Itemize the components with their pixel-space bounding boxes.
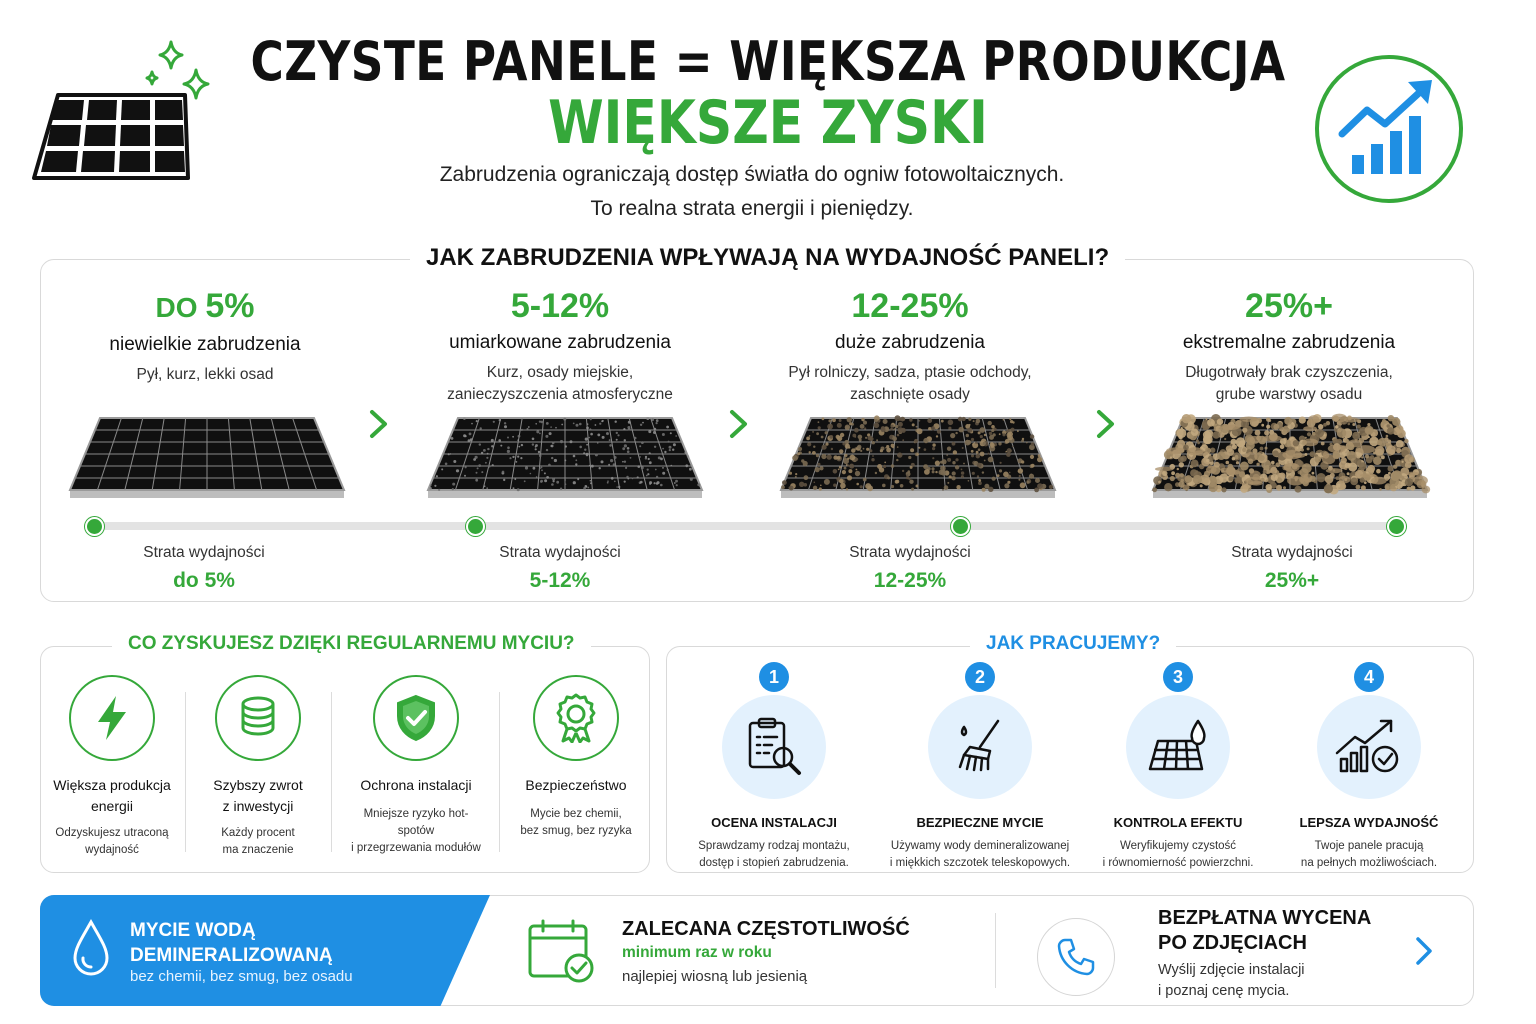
loss-info (780, 543, 1040, 593)
coins-icon (215, 675, 301, 761)
progress-dot (951, 517, 970, 536)
step-description-line: Weryfikujemy czystość (1119, 840, 1237, 852)
benefits-title: CO ZYSKUJESZ DZIĘKI REGULARNEMU MYCIU? (112, 633, 591, 655)
solar-panel-heavy (773, 410, 1063, 505)
frequency-subtitle: najlepiej wiosną lub jesienią (622, 968, 808, 985)
benefit-protection (346, 675, 486, 857)
main-title-accent: WIĘKSZE ZYSKI (548, 88, 988, 158)
progress-dot (466, 517, 485, 536)
benefit-title (42, 775, 182, 817)
step-description (674, 838, 874, 872)
step-description-line: Twoje panele pracują (1314, 840, 1424, 852)
growth-chart-icon (1312, 52, 1467, 207)
benefit-description-line: ma znaczenie (222, 844, 294, 856)
stage-1 (40, 286, 370, 386)
benefit-title-line: energii (90, 798, 134, 814)
stage-description-line: Pył, kurz, lekki osad (136, 366, 274, 383)
divider (499, 692, 500, 852)
step-number: 2 (965, 662, 995, 692)
lightning-icon (69, 675, 155, 761)
subtitle-line: To realna strata energii i pieniędzy. (590, 197, 914, 220)
step-description-line: i miękkich szczotek teleskopowych. (889, 857, 1071, 869)
benefit-title-line: Szybszy zwrot (213, 777, 303, 793)
benefit-description (42, 825, 182, 859)
solar-panel-clean (62, 410, 352, 505)
stage-percent: 5-12% (510, 287, 610, 325)
award-ribbon-icon (533, 675, 619, 761)
stage-name: umiarkowane zabrudzenia (449, 332, 671, 353)
stage-description (745, 362, 1075, 406)
panel-droplet-icon (1126, 695, 1230, 799)
stage-description-line: zanieczyszczenia atmosferyczne (447, 386, 673, 403)
loss-info (1162, 543, 1422, 593)
loss-value: 25%+ (1264, 569, 1320, 592)
process-title: JAK PRACUJEMY? (970, 633, 1176, 655)
water-subtitle: bez chemii, bez smug, bez osadu (130, 968, 353, 985)
loss-value: 5-12% (529, 569, 591, 592)
chevron-right-icon (728, 404, 750, 444)
water-drop-icon (70, 918, 112, 978)
step-number: 3 (1163, 662, 1193, 692)
benefit-description (346, 806, 486, 857)
step-description (1078, 838, 1278, 872)
benefit-title-line: z inwestycji (222, 798, 294, 814)
process-step-2 (880, 662, 1080, 872)
solar-panel-moderate (420, 410, 710, 505)
stage-description (1124, 362, 1454, 406)
benefit-title: Ochrona instalacji (360, 777, 472, 793)
quote-title (1158, 906, 1371, 956)
water-title-line: DEMINERALIZOWANĄ (130, 945, 333, 966)
quote-subtitle-line: i poznaj cenę mycia. (1158, 983, 1290, 999)
loss-label: Strata wydajności (143, 544, 265, 561)
step-description-line: i równomierność powierzchni. (1102, 857, 1254, 869)
water-title-line: MYCIE WODĄ (130, 920, 256, 941)
step-title: BEZPIECZNE MYCIE (916, 815, 1044, 830)
quote-subtitle-line: Wyślij zdjęcie instalacji (1158, 962, 1305, 978)
step-number: 4 (1354, 662, 1384, 692)
loss-label: Strata wydajności (499, 544, 621, 561)
step-description-line: Używamy wody demineralizowanej (890, 840, 1070, 852)
benefit-description-line: bez smug, bez ryzyka (520, 825, 632, 837)
benefit-roi (188, 675, 328, 859)
stage-percent: 25%+ (1245, 287, 1333, 325)
benefit-title (188, 775, 328, 817)
main-title: CZYSTE PANELE = WIĘKSZA PRODUKCJA (250, 30, 1286, 93)
subtitle (0, 158, 1504, 226)
loss-info (74, 543, 334, 593)
chart-check-icon (1317, 695, 1421, 799)
benefit-description (188, 825, 328, 859)
step-title: LEPSZA WYDAJNOŚĆ (1299, 815, 1439, 830)
divider (995, 913, 996, 988)
progress-track (94, 522, 1398, 530)
stage-2 (395, 286, 725, 406)
loss-value: 12-25% (873, 569, 947, 592)
stage-percent-prefix: DO (155, 292, 206, 323)
progress-dot (1387, 517, 1406, 536)
benefit-description-line: Mniejsze ryzyko hot-spotów (363, 808, 469, 837)
benefit-description-line: Odzyskujesz utraconą (55, 827, 169, 839)
step-description (880, 838, 1080, 872)
process-step-3 (1078, 662, 1278, 872)
stage-description-line: Kurz, osady miejskie, (486, 364, 634, 381)
benefit-description-line: Każdy procent (221, 827, 295, 839)
benefit-safety (506, 675, 646, 840)
divider (185, 692, 186, 852)
solar-panel-extreme (1145, 410, 1435, 505)
stage-description-line: zaschnięte osady (850, 386, 970, 403)
process-step-1 (674, 662, 874, 872)
benefit-title: Bezpieczeństwo (525, 777, 627, 793)
benefit-description (506, 806, 646, 840)
clipboard-search-icon (722, 695, 826, 799)
loss-label: Strata wydajności (849, 544, 971, 561)
benefit-description-line: Mycie bez chemii, (530, 808, 622, 820)
loss-label: Strata wydajności (1231, 544, 1353, 561)
stage-description (395, 362, 725, 406)
stage-description-line: Pył rolniczy, sadza, ptasie odchody, (788, 364, 1032, 381)
frequency-title: ZALECANA CZĘSTOTLIWOŚĆ (622, 918, 910, 940)
stage-description (40, 364, 370, 386)
chevron-right-icon[interactable] (1412, 935, 1436, 967)
step-description-line: Sprawdzamy rodzaj montażu, (698, 840, 850, 852)
stages-title: JAK ZABRUDZENIA WPŁYWAJĄ NA WYDAJNOŚĆ PANELI? (410, 244, 1125, 272)
frequency-highlight: minimum raz w roku (622, 944, 772, 961)
quote-title-line: BEZPŁATNA WYCENA (1158, 907, 1372, 929)
subtitle-line: Zabrudzenia ograniczają dostęp światła do ogniw fotowoltaicznych. (439, 163, 1065, 186)
progress-dot (85, 517, 104, 536)
divider (331, 692, 332, 852)
stage-4 (1124, 286, 1454, 406)
step-title: KONTROLA EFEKTU (1113, 815, 1243, 830)
brush-water-icon (928, 695, 1032, 799)
benefit-title-line: Większa produkcja (53, 777, 171, 793)
benefit-description-line: wydajność (85, 844, 139, 856)
stage-percent: 12-25% (851, 287, 969, 325)
benefit-description-line: i przegrzewania modułów (351, 842, 481, 854)
loss-info (430, 543, 690, 593)
phone-icon[interactable] (1037, 918, 1115, 996)
stage-name: duże zabrudzenia (835, 332, 985, 353)
step-description (1269, 838, 1469, 872)
stage-percent-value: 5% (205, 287, 255, 325)
stage-3 (745, 286, 1075, 406)
loss-value: do 5% (173, 569, 235, 592)
stage-name: ekstremalne zabrudzenia (1182, 332, 1396, 353)
quote-subtitle (1158, 960, 1305, 1002)
calendar-check-icon (527, 918, 597, 984)
benefit-energy (42, 675, 182, 859)
step-description-line: dostęp i stopień zabrudzenia. (699, 857, 849, 869)
quote-title-line: PO ZDJĘCIACH (1158, 932, 1307, 954)
step-number: 1 (759, 662, 789, 692)
water-title (130, 918, 333, 968)
step-description-line: na pełnych możliwościach. (1300, 857, 1438, 869)
chevron-right-icon (1095, 404, 1117, 444)
stage-description-line: grube warstwy osadu (1215, 386, 1363, 403)
stage-name: niewielkie zabrudzenia (109, 334, 301, 355)
shield-check-icon (373, 675, 459, 761)
process-step-4 (1269, 662, 1469, 872)
step-title: OCENA INSTALACJI (711, 815, 837, 830)
chevron-right-icon (368, 404, 390, 444)
stage-description-line: Długotrwały brak czyszczenia, (1185, 364, 1393, 381)
stage-percent (40, 286, 370, 328)
